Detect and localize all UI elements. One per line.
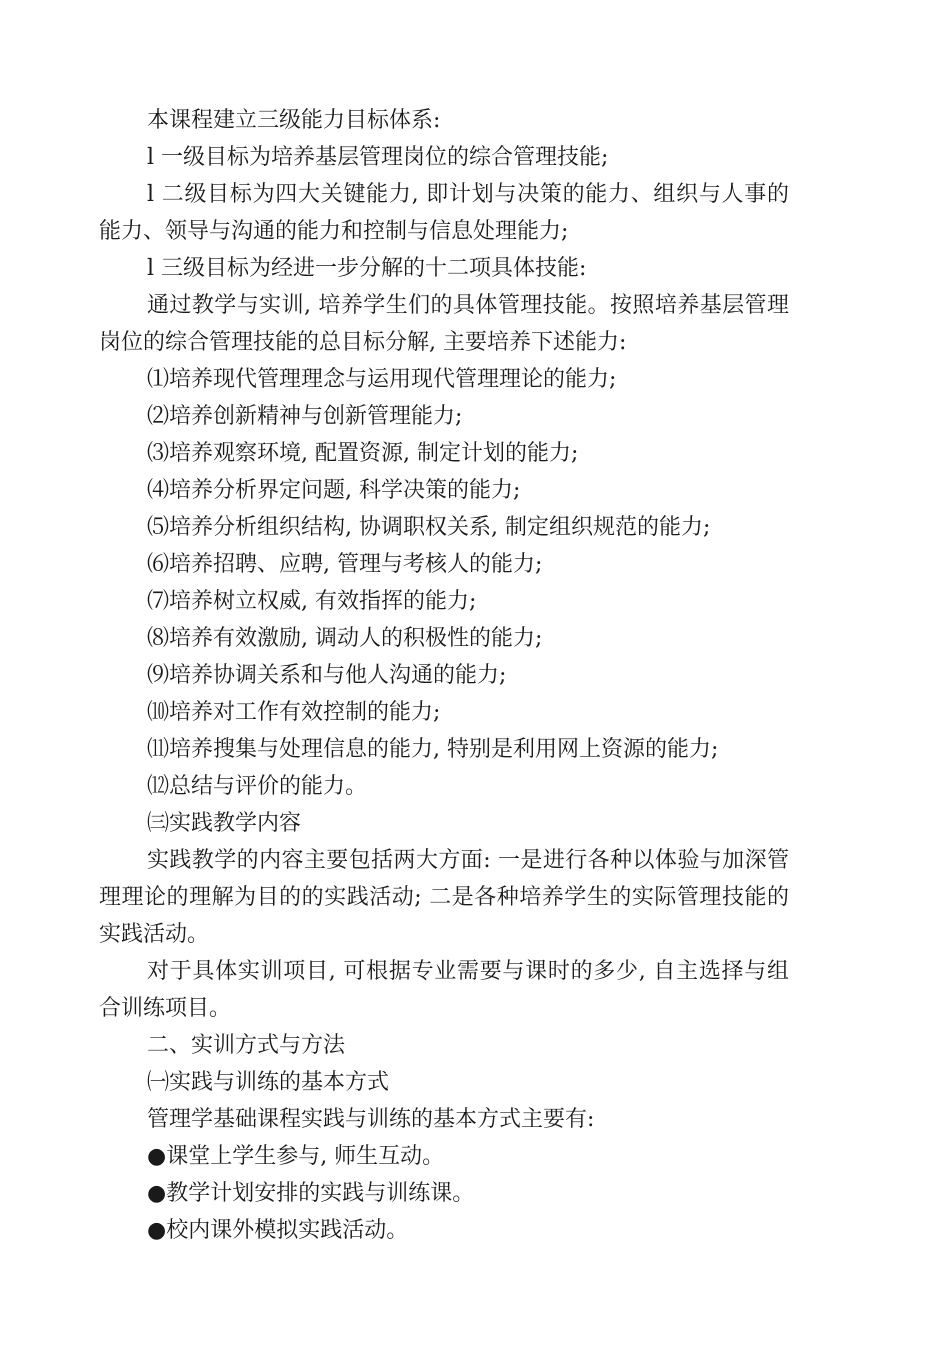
paragraph: 实践教学的内容主要包括两大方面: 一是进行各种以体验与加深管理理论的理解为目的的实践活动; 二是各种培养学生的实际管理技能的实践活动。 [99,848,789,947]
paragraph: 本课程建立三级能力目标体系: [147,108,441,133]
list-item: ⑼培养协调关系和与他人沟通的能力; [147,663,507,688]
section-heading: 二、实训方式与方法 [147,1033,346,1058]
paragraph: 对于具体实训项目, 可根据专业需要与课时的多少, 自主选择与组合训练项目。 [99,959,789,1021]
paragraph: 通过教学与实训, 培养学生们的具体管理技能。按照培养基层管理岗位的综合管理技能的总目标分解, 主要培养下述能力: [99,293,789,355]
paragraph: 管理学基础课程实践与训练的基本方式主要有: [147,1107,595,1132]
list-item: ⑷培养分析界定问题, 科学决策的能力; [147,478,521,503]
section-heading: ㈠实践与训练的基本方式 [147,1070,390,1095]
bullet-item: ●校内课外模拟实践活动。 [147,1218,409,1243]
paragraph: l 一级目标为培养基层管理岗位的综合管理技能; [147,145,609,170]
paragraph: l 二级目标为四大关键能力, 即计划与决策的能力、组织与人事的能力、领导与沟通的能力和控制与信息处理能力; [99,182,789,244]
section-heading: ㈢实践教学内容 [147,811,302,836]
list-item: ⑺培养树立权威, 有效指挥的能力; [147,589,477,614]
paragraph: l 三级目标为经进一步分解的十二项具体技能: [147,256,587,281]
list-item: ⑸培养分析组织结构, 协调职权关系, 制定组织规范的能力; [147,515,711,540]
list-item: ⑾培养搜集与处理信息的能力, 特别是利用网上资源的能力; [147,737,719,762]
list-item: ⑿总结与评价的能力。 [147,774,368,799]
document-body [99,102,789,1249]
list-item: ⑶培养观察环境, 配置资源, 制定计划的能力; [147,441,579,466]
list-item: ⑵培养创新精神与创新管理能力; [147,404,463,429]
list-item: ⑹培养招聘、应聘, 管理与考核人的能力; [147,552,543,577]
list-item: ⑻培养有效激励, 调动人的积极性的能力; [147,626,543,651]
list-item: ⑽培养对工作有效控制的能力; [147,700,441,725]
list-item: ⑴培养现代管理理念与运用现代管理理论的能力; [147,367,617,392]
bullet-item: ●课堂上学生参与, 师生互动。 [147,1144,445,1169]
bullet-item: ●教学计划安排的实践与训练课。 [147,1181,475,1206]
